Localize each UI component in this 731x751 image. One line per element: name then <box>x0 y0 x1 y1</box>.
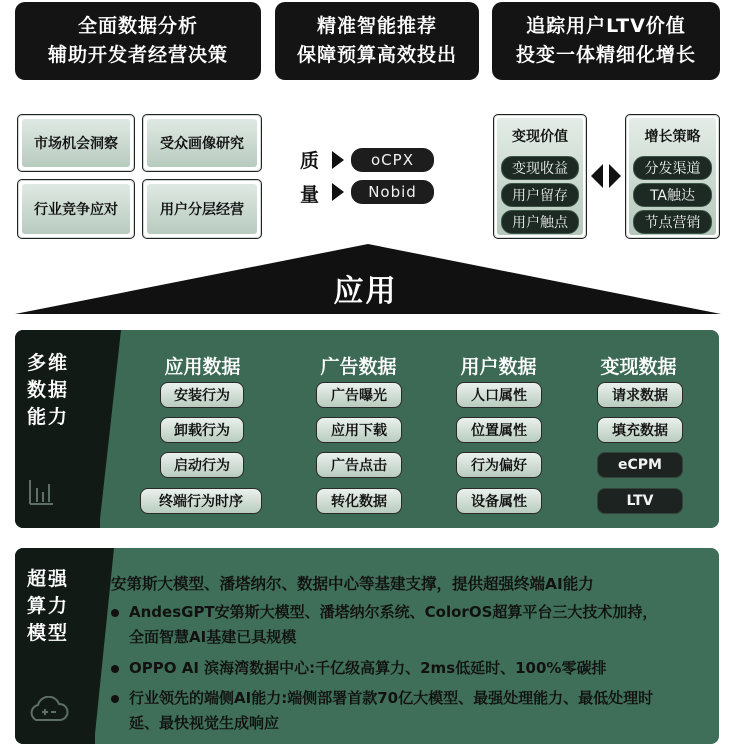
data-chip: 设备属性 <box>456 488 542 514</box>
bullet-line1: AndesGPT安第斯大模型、潘塔纳尔系统、ColorOS超算平台三大技术加持， <box>129 603 658 621</box>
data-chip: 安装行为 <box>160 382 244 408</box>
side-line: 数据 <box>27 379 70 401</box>
compute-bullet <box>111 600 717 650</box>
bullet-line1: OPPO AI 滨海湾数据中心:千亿级高算力、2ms低延时、100%零碳排 <box>129 659 607 677</box>
data-chip: 行为偏好 <box>456 452 542 478</box>
banner-ltv-tracking <box>492 2 720 80</box>
pill-item: TA触达 <box>633 183 712 207</box>
banner-line2: 保障预算高效投出 <box>296 44 457 66</box>
data-chip: 应用下载 <box>316 417 402 443</box>
arrow-right-icon <box>332 183 344 201</box>
banner-line1: 精准智能推荐 <box>316 15 437 37</box>
pill-item: 用户留存 <box>501 183 579 207</box>
chip-market-opportunity <box>17 114 135 172</box>
column-title-user-data: 用户数据 <box>460 356 537 378</box>
pill-item: 变现收益 <box>501 156 579 180</box>
bullet-line2: 全面智慧AI基建已具规模 <box>129 628 297 646</box>
compute-section-title <box>27 566 69 647</box>
banner-line2: 投变一体精细化增长 <box>515 44 696 66</box>
bar-chart-icon <box>28 478 54 506</box>
growth-card-title: 增长策略 <box>644 129 701 145</box>
data-chip: 位置属性 <box>456 417 542 443</box>
bullet-dot-icon <box>111 609 119 617</box>
data-chip: 卸载行为 <box>160 417 244 443</box>
pill-item: 节点营销 <box>633 210 712 234</box>
chip-user-segmentation <box>142 179 262 239</box>
data-chip: 请求数据 <box>597 382 683 408</box>
bullet-dot-icon <box>111 665 119 673</box>
data-section-title <box>27 350 69 431</box>
monetize-card-title: 变现价值 <box>512 129 568 145</box>
banner-line1: 追踪用户LTV价值 <box>526 15 686 37</box>
chip-label: 市场机会洞察 <box>22 119 130 167</box>
chip-label: 用户分层经营 <box>147 184 257 234</box>
compute-bullet <box>111 656 717 681</box>
compute-headline: 安第斯大模型、潘塔纳尔、数据中心等基建支撑，提供超强终端AI能力 <box>111 575 594 593</box>
banner-data-analysis <box>15 2 261 80</box>
data-chip: 终端行为时序 <box>140 488 262 514</box>
bullet-line1: 行业领先的端侧AI能力:端侧部署首款70亿大模型、最强处理能力、最低处理时 <box>129 689 654 707</box>
data-chip: 广告点击 <box>316 452 402 478</box>
cloud-icon <box>26 696 70 724</box>
chip-competition <box>17 179 135 239</box>
side-line: 模型 <box>27 622 70 644</box>
data-chip: 转化数据 <box>316 488 402 514</box>
chip-label: 受众画像研究 <box>147 119 257 167</box>
data-chip: 广告曝光 <box>316 382 402 408</box>
side-line: 多维 <box>27 352 70 374</box>
data-chip: 填充数据 <box>597 417 683 443</box>
arrow-right-icon <box>332 151 344 169</box>
compute-bullet <box>111 686 717 736</box>
growth-card <box>625 114 720 239</box>
data-chip: 人口属性 <box>456 382 542 408</box>
column-title-monetize-data: 变现数据 <box>600 356 677 378</box>
chip-audience-research <box>142 114 262 172</box>
column-title-app-data: 应用数据 <box>164 356 241 378</box>
pill-item: 分发渠道 <box>633 156 712 180</box>
data-chip: LTV <box>597 488 683 514</box>
column-title-ad-data: 广告数据 <box>320 356 397 378</box>
side-line: 超强 <box>27 568 70 590</box>
double-arrow-icon <box>591 162 621 190</box>
pill-nobid: Nobid <box>351 180 434 204</box>
bullet-line2: 延、最快视觉生成响应 <box>129 714 280 732</box>
side-line: 能力 <box>27 406 70 428</box>
sidebar-slant <box>99 330 121 528</box>
side-line: 算力 <box>27 595 70 617</box>
data-chip: eCPM <box>597 452 683 478</box>
chip-label: 行业竞争应对 <box>22 184 130 234</box>
pill-item: 用户触点 <box>501 210 579 234</box>
banner-smart-recommend <box>275 2 479 80</box>
data-chip: 启动行为 <box>160 452 244 478</box>
banner-line2: 辅助开发者经营决策 <box>47 44 228 66</box>
quality-char-1: 质 <box>300 150 320 172</box>
application-label: 应用 <box>333 274 398 309</box>
bullet-dot-icon <box>111 695 119 703</box>
monetize-card <box>493 114 587 239</box>
quality-char-2: 量 <box>300 184 320 206</box>
pill-ocpx: oCPX <box>351 148 434 172</box>
banner-line1: 全面数据分析 <box>77 15 198 37</box>
